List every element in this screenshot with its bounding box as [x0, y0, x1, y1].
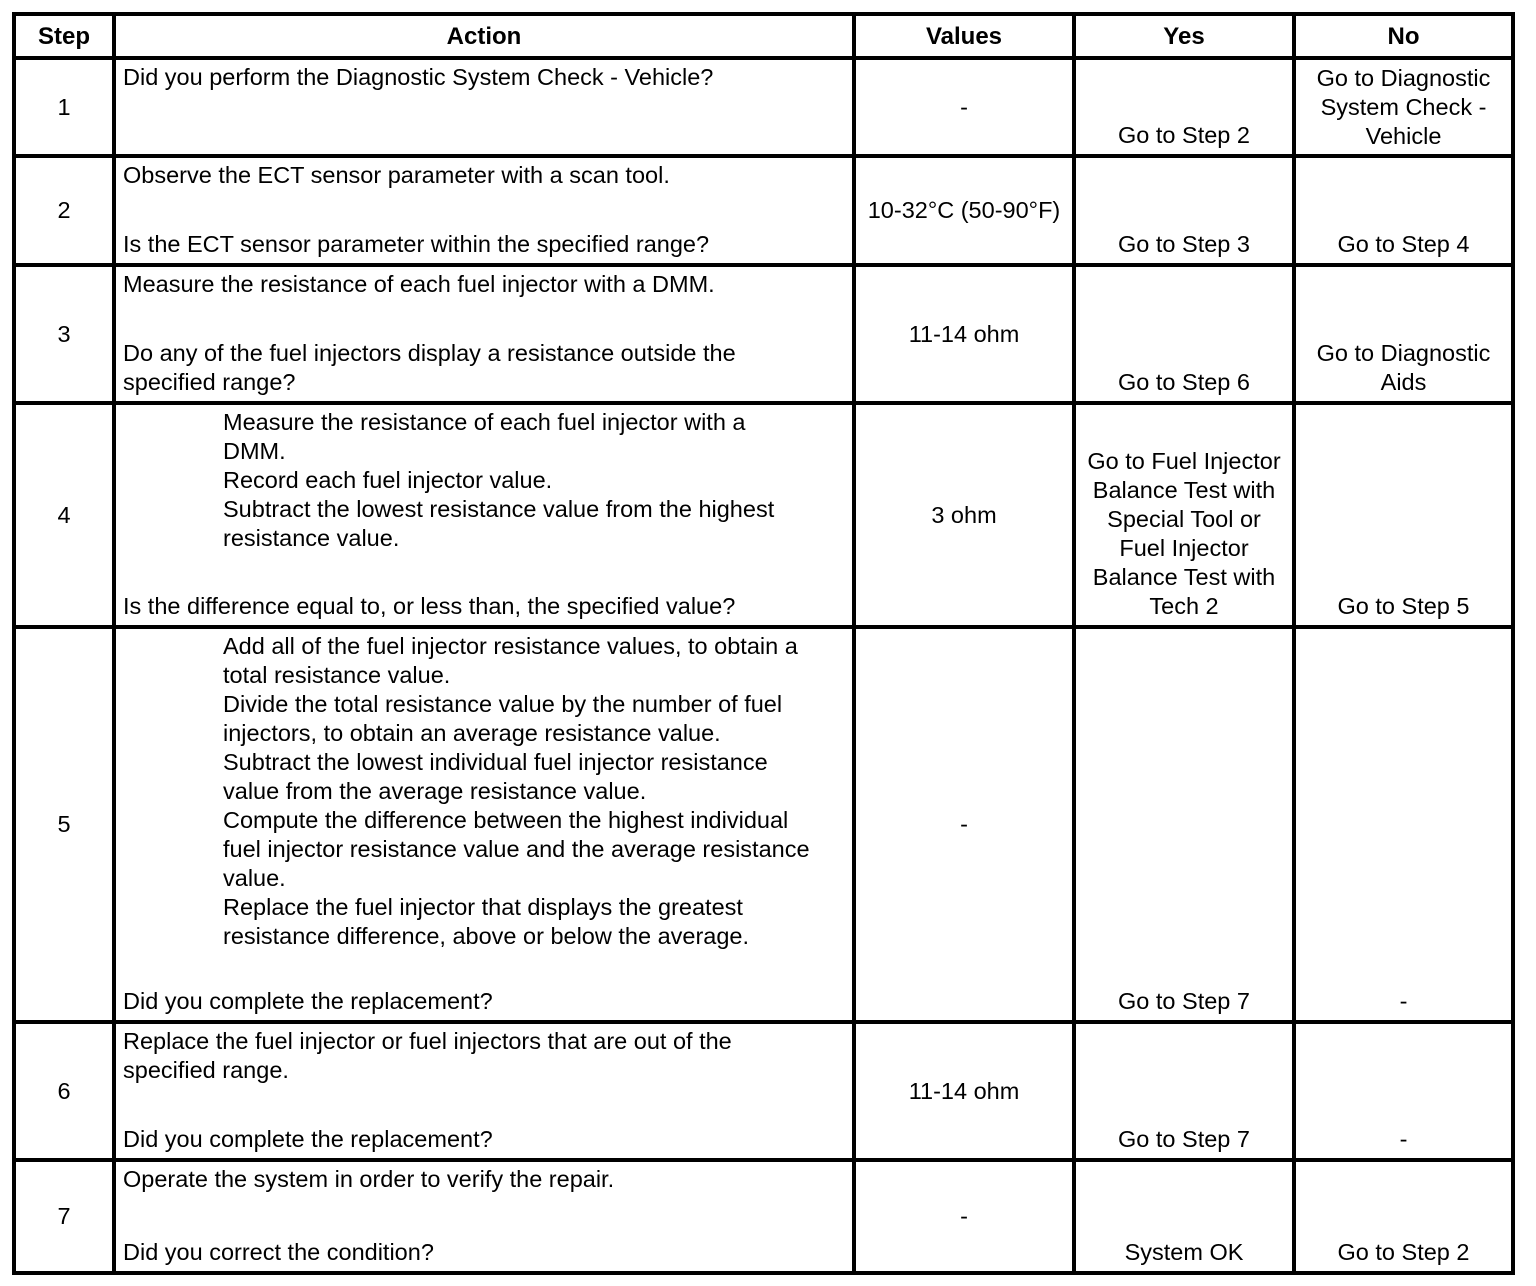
no-line: Go to Step 2 [1337, 1239, 1470, 1265]
action-cell [116, 158, 852, 263]
yes-line: Fuel Injector [1119, 535, 1249, 561]
action-cell [116, 405, 852, 625]
action-question [123, 230, 846, 259]
no-cell [1296, 629, 1511, 1020]
action-line: Replace the fuel injector or fuel injectors that are out of the [123, 1028, 732, 1054]
no-line: Go to Diagnostic [1316, 64, 1491, 91]
values-cell: - [960, 811, 968, 837]
grid-column-line [112, 12, 116, 1275]
action-line: Operate the system in order to verify the repair. [123, 1166, 615, 1192]
no-line: Go to Step 4 [1337, 231, 1470, 257]
grid-row-line [12, 1158, 1515, 1162]
grid-row-line [12, 1020, 1515, 1024]
action-question [123, 1125, 846, 1154]
step-number: 4 [57, 501, 71, 528]
action-line: resistance value. [223, 525, 400, 551]
yes-cell [1076, 1024, 1292, 1158]
grid-row-line [12, 154, 1515, 158]
yes-line: Go to Step 7 [1118, 988, 1250, 1014]
step-number: 5 [57, 811, 71, 837]
action-instructions [123, 408, 846, 553]
yes-cell [1076, 405, 1292, 625]
action-instructions [123, 632, 846, 951]
grid-column-line [852, 12, 856, 1275]
step-number: 2 [57, 197, 71, 223]
action-line: value from the average resistance value. [223, 778, 647, 804]
action-line: specified range? [123, 369, 296, 395]
action-line: Do any of the fuel injectors display a resistance outside the [123, 340, 736, 366]
action-instructions [123, 63, 846, 92]
action-cell [116, 1024, 852, 1158]
action-question [123, 987, 846, 1016]
no-line: - [1399, 988, 1408, 1014]
grid-column-line [1511, 12, 1515, 1275]
no-cell [1296, 158, 1511, 263]
yes-line: Balance Test with [1092, 564, 1276, 590]
action-line: Subtract the lowest resistance value from the highest [223, 496, 775, 522]
header-no: No [1387, 22, 1420, 50]
action-cell [116, 1162, 852, 1271]
action-line: Divide the total resistance value by the number of fuel [223, 691, 783, 717]
action-line: Measure the resistance of each fuel injector with a [223, 409, 746, 435]
grid-row-line [12, 625, 1515, 629]
step-number: 6 [57, 1077, 71, 1104]
grid-row-line [12, 56, 1515, 60]
yes-line: Go to Step 6 [1118, 369, 1250, 395]
yes-cell [1076, 158, 1292, 263]
action-question [123, 592, 846, 621]
action-line: value. [223, 865, 286, 891]
action-line: Measure the resistance of each fuel injector with a DMM. [123, 271, 715, 297]
action-line: Replace the fuel injector that displays the greatest [223, 894, 743, 920]
action-line: Did you complete the replacement? [123, 1126, 493, 1152]
no-line: Go to Diagnostic [1316, 340, 1491, 366]
action-question [123, 339, 846, 397]
action-line: Record each fuel injector value. [223, 467, 553, 493]
no-line: Go to Step 5 [1337, 593, 1470, 619]
yes-line: Go to Step 7 [1118, 1126, 1250, 1152]
no-line: System Check - [1320, 93, 1487, 120]
action-line: Add all of the fuel injector resistance values, to obtain a [223, 633, 798, 659]
grid-row-line [12, 12, 1515, 16]
action-line: Is the ECT sensor parameter within the specified range? [123, 231, 710, 257]
action-line: specified range. [123, 1057, 289, 1083]
action-line: Did you perform the Diagnostic System Check - Vehicle? [123, 64, 714, 90]
yes-cell [1076, 629, 1292, 1020]
action-line: DMM. [223, 438, 286, 464]
action-instructions [123, 1027, 846, 1085]
yes-line: Balance Test with [1092, 477, 1276, 503]
no-line: Aids [1380, 369, 1427, 395]
values-cell: - [960, 93, 968, 120]
action-line: Observe the ECT sensor parameter with a scan tool. [123, 162, 670, 188]
action-line: Did you correct the condition? [123, 1239, 434, 1265]
action-instructions [123, 161, 846, 190]
action-line: resistance difference, above or below the average. [223, 923, 750, 949]
no-cell [1296, 405, 1511, 625]
yes-cell [1076, 267, 1292, 401]
no-cell [1296, 1024, 1511, 1158]
no-cell [1296, 60, 1511, 154]
no-line: - [1399, 1126, 1408, 1152]
header-action: Action [446, 22, 522, 50]
yes-cell [1076, 60, 1292, 154]
values-cell: 10-32°C (50-90°F) [867, 197, 1061, 223]
action-cell [116, 60, 852, 154]
step-number: 1 [57, 93, 71, 120]
action-instructions [123, 270, 846, 299]
action-question [123, 1238, 846, 1267]
yes-line: Go to Fuel Injector [1087, 448, 1281, 474]
action-cell [116, 629, 852, 1020]
values-cell: - [960, 1203, 968, 1229]
header-values: Values [925, 22, 1003, 50]
no-cell [1296, 1162, 1511, 1271]
step-number: 7 [57, 1203, 71, 1229]
action-line: Subtract the lowest individual fuel injector resistance [223, 749, 768, 775]
action-line: injectors, to obtain an average resistance value. [223, 720, 721, 746]
grid-row-line [12, 263, 1515, 267]
yes-line: Tech 2 [1149, 593, 1219, 619]
action-line: Did you complete the replacement? [123, 988, 493, 1014]
action-line: fuel injector resistance value and the average resistance [223, 836, 810, 862]
step-number: 3 [57, 320, 71, 347]
yes-line: Go to Step 2 [1118, 122, 1250, 148]
values-cell: 11-14 ohm [908, 1077, 1020, 1104]
grid-row-line [12, 1271, 1515, 1275]
header-step: Step [37, 22, 90, 50]
yes-line: System OK [1124, 1239, 1244, 1265]
header-yes: Yes [1163, 22, 1205, 50]
no-line: Vehicle [1365, 122, 1442, 149]
no-cell [1296, 267, 1511, 401]
grid-row-line [12, 401, 1515, 405]
grid-column-line [1072, 12, 1076, 1275]
yes-cell [1076, 1162, 1292, 1271]
action-instructions [123, 1165, 846, 1194]
yes-line: Special Tool or [1107, 506, 1261, 532]
action-cell [116, 267, 852, 401]
action-line: Compute the difference between the highest individual [223, 807, 789, 833]
values-cell: 11-14 ohm [908, 320, 1020, 347]
action-line: Is the difference equal to, or less than, the specified value? [123, 593, 736, 619]
values-cell: 3 ohm [931, 501, 997, 528]
grid-column-line [1292, 12, 1296, 1275]
action-line: total resistance value. [223, 662, 451, 688]
yes-line: Go to Step 3 [1118, 231, 1250, 257]
grid-column-line [12, 12, 16, 1275]
